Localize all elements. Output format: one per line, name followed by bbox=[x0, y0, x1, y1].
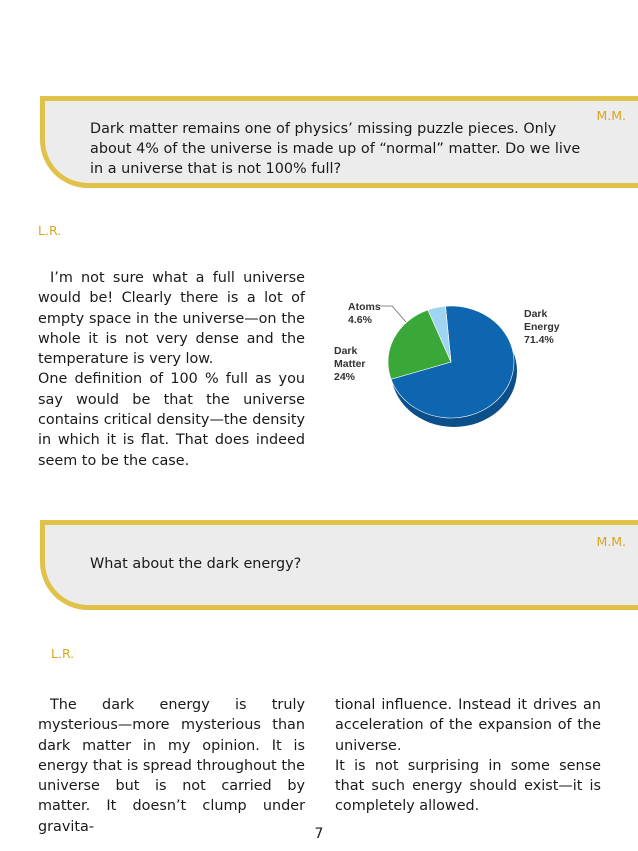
answer-column-1 bbox=[38, 695, 305, 837]
label-dark-energy-name: Dark bbox=[524, 308, 548, 320]
question-text: Dark matter remains one of physics’ missing puzzle pieces. Only about 4% of the universe is made up of “normal” matter. Do we live in a universe that is not 100% full? bbox=[90, 121, 581, 177]
label-atoms-leader bbox=[380, 306, 406, 322]
answer-text bbox=[38, 268, 305, 471]
pie-label-dark-matter bbox=[334, 345, 366, 383]
label-dark-matter-name2: Matter bbox=[334, 358, 366, 370]
question-box-2 bbox=[40, 520, 638, 610]
answer-column-2 bbox=[335, 695, 601, 817]
label-atoms-name: Atoms bbox=[348, 301, 381, 313]
label-dark-matter-value: 24% bbox=[334, 371, 356, 383]
answer-paragraph: The dark energy is truly mysterious—more mysterious than dark matter in my opinion. It is energy that is spread throughout the universe but is not carried by matter. It doesn’t clump under gravita- bbox=[38, 697, 305, 835]
question-initials: M.M. bbox=[596, 108, 626, 123]
label-atoms-value: 4.6% bbox=[348, 314, 372, 326]
page-number: 7 bbox=[314, 826, 324, 842]
answer-initials: L.R. bbox=[51, 646, 75, 661]
question-initials: M.M. bbox=[596, 534, 626, 549]
answer-paragraph: I’m not sure what a full universe would be! Clearly there is a lot of empty space in the universe—on the whole it is not very dense and the temperature is very low. bbox=[38, 270, 305, 368]
question-text: What about the dark energy? bbox=[90, 556, 302, 572]
label-dark-energy-name2: Energy bbox=[524, 321, 560, 333]
question-box-1 bbox=[40, 96, 638, 188]
answer-initials: L.R. bbox=[38, 223, 62, 238]
label-dark-energy-value: 71.4% bbox=[524, 334, 554, 346]
pie-chart-slices bbox=[388, 306, 514, 418]
pie-label-dark-energy bbox=[524, 308, 560, 346]
answer-paragraph: One definition of 100 % full as you say would be that the universe contains critical density—the density in which it is flat. That does indeed seem to be the case. bbox=[38, 371, 305, 469]
answer-paragraph: It is not surprising in some sense that such energy should exist—it is completely allowed. bbox=[335, 757, 601, 815]
answer-paragraph: tional influence. Instead it drives an acceleration of the expansion of the universe. bbox=[335, 697, 601, 754]
pie-chart bbox=[330, 292, 570, 442]
label-dark-matter-name: Dark bbox=[334, 345, 358, 357]
pie-label-atoms bbox=[348, 301, 406, 326]
